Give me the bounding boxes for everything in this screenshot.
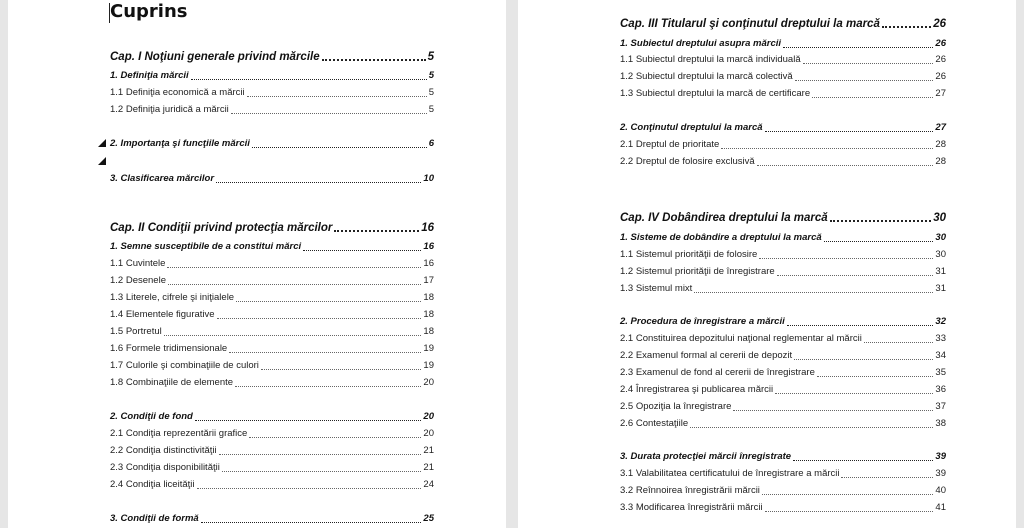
toc-entry-page-number: 41 (935, 502, 946, 513)
toc-entry-page-number: 34 (935, 350, 946, 361)
dot-leader (765, 502, 934, 512)
dot-leader (765, 122, 934, 132)
dot-leader (777, 266, 934, 276)
toc-entry-label: 1.5 Portretul (110, 326, 162, 337)
dot-leader (762, 485, 934, 495)
dot-leader (235, 377, 421, 387)
toc-entry-label: 2.1 Constituirea depozitului naţional reglementar al mărcii (620, 333, 862, 344)
dot-leader (775, 384, 933, 394)
toc-entry-label: 2.1 Condiţia reprezentării grafice (110, 428, 248, 439)
toc-entry[interactable] (110, 86, 434, 100)
toc-entry-label: 2.4 Înregistrarea şi publicarea mărcii (620, 384, 774, 395)
toc-entry-label: 3.2 Reînnoirea înregistrării mărcii (620, 485, 760, 496)
toc-entry-label: 2.2 Dreptul de folosire exclusivă (620, 156, 755, 167)
toc-entry[interactable] (110, 221, 434, 235)
toc-entry-label: 2.6 Contestaţiile (620, 418, 689, 429)
toc-entry-label: 1.2 Subiectul dreptului la marcă colectivă (620, 71, 793, 82)
toc-entry[interactable] (110, 50, 434, 64)
toc-entry-label: 1. Semne susceptibile de a constitui mărci (110, 241, 302, 252)
toc-entry-label: 1. Definiţia mărcii (110, 70, 189, 81)
dot-leader (864, 333, 934, 343)
toc-entry-label: 2.5 Opoziţia la înregistrare (620, 401, 732, 412)
toc-entry-page-number: 6 (428, 138, 434, 149)
toc-entry-label: 3.1 Valabilitatea certificatului de înregistrare a mărcii (620, 468, 840, 479)
dot-leader (261, 360, 422, 370)
toc-entry-page-number: 31 (935, 266, 946, 277)
toc-entry[interactable] (620, 248, 946, 262)
toc-entry-page-number: 28 (935, 156, 946, 167)
toc-entry[interactable] (620, 53, 946, 67)
toc-entry-page-number: 26 (933, 18, 946, 30)
toc-entry-page-number: 25 (423, 513, 434, 524)
toc-entry[interactable] (620, 400, 946, 414)
dot-leader (690, 418, 933, 428)
toc-entry[interactable] (620, 282, 946, 296)
toc-entry-page-number: 18 (423, 326, 434, 337)
dot-leader (191, 70, 427, 80)
toc-entry-page-number: 26 (935, 54, 946, 65)
dot-leader (247, 87, 427, 97)
toc-entry-page-number: 5 (428, 87, 434, 98)
toc-entry-label: 1.1 Definiţia economică a mărcii (110, 87, 245, 98)
toc-entry-label: 2. Importanţa şi funcţiile mărcii (110, 138, 250, 149)
toc-entry[interactable] (620, 70, 946, 84)
toc-entry-page-number: 32 (935, 316, 946, 327)
dot-leader (201, 513, 422, 523)
dot-leader (236, 292, 421, 302)
toc-entry-page-number: 10 (423, 173, 434, 184)
toc-entry-label: 2. Condiţii de fond (110, 411, 193, 422)
dot-leader (334, 221, 419, 232)
dot-leader (167, 258, 421, 268)
dot-leader (795, 71, 934, 81)
toc-entry-page-number: 17 (423, 275, 434, 286)
toc-entry-page-number: 5 (428, 104, 434, 115)
text-cursor (109, 3, 110, 23)
toc-entry[interactable] (110, 359, 434, 373)
toc-entry-page-number: 5 (428, 70, 434, 81)
toc-entry[interactable] (620, 231, 946, 245)
toc-entry[interactable] (620, 37, 946, 51)
toc-entry[interactable] (620, 265, 946, 279)
toc-entry[interactable] (620, 211, 946, 225)
dot-leader (694, 283, 933, 293)
toc-entry-page-number: 19 (423, 343, 434, 354)
toc-entry-label: 2.3 Condiţia disponibilităţii (110, 462, 220, 473)
dot-leader (322, 50, 426, 61)
toc-entry-page-number: 27 (935, 122, 946, 133)
toc-entry-page-number: 37 (935, 401, 946, 412)
toc-entry-label: 1.3 Sistemul mixt (620, 283, 693, 294)
toc-entry-label: 3.3 Modificarea înregistrării mărcii (620, 502, 763, 513)
toc-entry-label: 2.2 Condiţia distinctivităţii (110, 445, 217, 456)
toc-entry[interactable] (110, 325, 434, 339)
toc-entry-label: 1. Sisteme de dobândire a dreptului la marcă (620, 232, 822, 243)
toc-entry-label: Cap. I Noţiuni generale privind mărcile (110, 51, 320, 63)
toc-entry-page-number: 40 (935, 485, 946, 496)
toc-entry-page-number: 28 (935, 139, 946, 150)
dot-leader (721, 139, 933, 149)
toc-entry[interactable] (620, 450, 946, 464)
toc-entry-label: 1. Subiectul dreptului asupra mărcii (620, 38, 782, 49)
toc-entry-label: 2.1 Dreptul de prioritate (620, 139, 720, 150)
toc-entry-page-number: 16 (423, 258, 434, 269)
dot-leader (882, 17, 931, 28)
toc-entry[interactable] (620, 467, 946, 481)
toc-entry-label: 2. Conţinutul dreptului la marcă (620, 122, 763, 133)
dot-leader (217, 309, 422, 319)
toc-entry[interactable] (620, 138, 946, 152)
toc-entry[interactable] (620, 315, 946, 329)
dot-leader (824, 232, 934, 242)
toc-entry-label: 3. Condiţii de formă (110, 513, 199, 524)
toc-entry[interactable] (620, 484, 946, 498)
dot-leader (830, 211, 932, 222)
toc-entry-page-number: 35 (935, 367, 946, 378)
toc-entry[interactable] (110, 444, 434, 458)
toc-entry-label: 3. Clasificarea mărcilor (110, 173, 215, 184)
toc-entry[interactable] (110, 291, 434, 305)
dot-leader (231, 104, 427, 114)
toc-entry-label: Cap. IV Dobândirea dreptului la marcă (620, 212, 828, 224)
toc-entry-page-number: 39 (935, 451, 946, 462)
dot-leader (197, 479, 422, 489)
toc-entry[interactable] (110, 478, 434, 492)
toc-title-text: Cuprins (110, 1, 188, 22)
document-page-1[interactable] (8, 0, 506, 528)
dot-leader (783, 38, 933, 48)
toc-entry[interactable] (620, 349, 946, 363)
toc-entry-page-number: 21 (423, 462, 434, 473)
toc-entry-label: 1.3 Subiectul dreptului la marcă de certificare (620, 88, 811, 99)
toc-entry-label: 1.8 Combinaţiile de elemente (110, 377, 234, 388)
toc-entry[interactable] (110, 172, 434, 186)
toc-entry[interactable] (110, 376, 434, 390)
dot-leader (303, 241, 421, 251)
dot-leader (164, 326, 422, 336)
toc-entry-page-number: 19 (423, 360, 434, 371)
toc-entry[interactable] (110, 274, 434, 288)
toc-entry-label: 1.1 Cuvintele (110, 258, 166, 269)
toc-entry[interactable] (110, 103, 434, 117)
toc-entry[interactable] (620, 383, 946, 397)
toc-entry[interactable] (620, 121, 946, 135)
toc-title[interactable] (110, 0, 187, 24)
toc-entry-page-number: 21 (423, 445, 434, 456)
toc-entry[interactable] (110, 137, 434, 151)
toc-entry-label: 2.2 Examenul formal al cererii de depozit (620, 350, 793, 361)
toc-entry-label: 1.6 Formele tridimensionale (110, 343, 228, 354)
toc-entry-page-number: 24 (423, 479, 434, 490)
paragraph-marker-icon[interactable] (98, 157, 106, 165)
dot-leader (803, 54, 934, 64)
toc-entry-label: Cap. II Condiţii privind protecţia mărcilor (110, 222, 333, 234)
toc-entry[interactable] (620, 366, 946, 380)
toc-entry-page-number: 16 (421, 222, 434, 234)
toc-entry-label: 2.3 Examenul de fond al cererii de înregistrare (620, 367, 815, 378)
document-page-2[interactable] (518, 0, 1016, 528)
toc-entry-page-number: 16 (423, 241, 434, 252)
toc-entry-label: 1.1 Subiectul dreptului la marcă individuală (620, 54, 801, 65)
toc-entry[interactable] (110, 69, 434, 83)
dot-leader (759, 249, 933, 259)
dot-leader (794, 350, 933, 360)
dot-leader (733, 401, 933, 411)
dot-leader (841, 468, 933, 478)
toc-entry-label: 2.4 Condiţia liceităţii (110, 479, 195, 490)
toc-entry-label: 1.2 Desenele (110, 275, 166, 286)
toc-entry-page-number: 20 (423, 411, 434, 422)
toc-entry[interactable] (110, 461, 434, 475)
toc-entry-page-number: 5 (427, 51, 434, 63)
dot-leader (216, 173, 421, 183)
toc-entry[interactable] (620, 501, 946, 515)
toc-entry-page-number: 20 (423, 377, 434, 388)
toc-entry-label: 1.1 Sistemul priorităţii de folosire (620, 249, 758, 260)
toc-entry-page-number: 18 (423, 292, 434, 303)
toc-entry[interactable] (620, 332, 946, 346)
toc-entry-label: Cap. III Titularul şi conţinutul dreptului la marcă (620, 18, 880, 30)
toc-entry-page-number: 26 (935, 71, 946, 82)
toc-entry-label: 1.4 Elementele figurative (110, 309, 215, 320)
toc-entry-page-number: 27 (935, 88, 946, 99)
dot-leader (252, 138, 427, 148)
toc-entry[interactable] (110, 342, 434, 356)
toc-entry-page-number: 30 (935, 249, 946, 260)
toc-entry-page-number: 18 (423, 309, 434, 320)
dot-leader (817, 367, 934, 377)
toc-entry-page-number: 20 (423, 428, 434, 439)
toc-entry-page-number: 30 (935, 232, 946, 243)
toc-entry[interactable] (110, 512, 434, 526)
toc-entry-label: 1.2 Definiţia juridică a mărcii (110, 104, 229, 115)
dot-leader (249, 428, 421, 438)
dot-leader (195, 411, 422, 421)
dot-leader (812, 88, 933, 98)
toc-entry[interactable] (110, 308, 434, 322)
dot-leader (229, 343, 421, 353)
toc-entry[interactable] (620, 17, 946, 31)
dot-leader (168, 275, 421, 285)
toc-entry-page-number: 33 (935, 333, 946, 344)
toc-entry-page-number: 36 (935, 384, 946, 395)
dot-leader (219, 445, 422, 455)
toc-entry[interactable] (110, 410, 434, 424)
dot-leader (757, 156, 934, 166)
toc-entry[interactable] (110, 240, 434, 254)
toc-entry-page-number: 30 (933, 212, 946, 224)
dot-leader (793, 451, 933, 461)
toc-entry-page-number: 38 (935, 418, 946, 429)
toc-entry-label: 1.7 Culorile şi combinaţiile de culori (110, 360, 259, 371)
toc-entry-label: 1.3 Literele, cifrele şi iniţialele (110, 292, 235, 303)
toc-entry-label: 3. Durata protecţiei mărcii înregistrate (620, 451, 792, 462)
dot-leader (222, 462, 422, 472)
toc-entry[interactable] (110, 427, 434, 441)
toc-entry-page-number: 31 (935, 283, 946, 294)
paragraph-marker-icon[interactable] (98, 139, 106, 147)
toc-entry-page-number: 26 (935, 38, 946, 49)
toc-entry[interactable] (620, 417, 946, 431)
toc-entry-label: 2. Procedura de înregistrare a mărcii (620, 316, 785, 327)
toc-entry[interactable] (620, 155, 946, 169)
toc-entry-page-number: 39 (935, 468, 946, 479)
toc-entry-label: 1.2 Sistemul priorităţii de înregistrare (620, 266, 775, 277)
toc-entry[interactable] (110, 257, 434, 271)
toc-entry[interactable] (620, 87, 946, 101)
dot-leader (787, 316, 934, 326)
